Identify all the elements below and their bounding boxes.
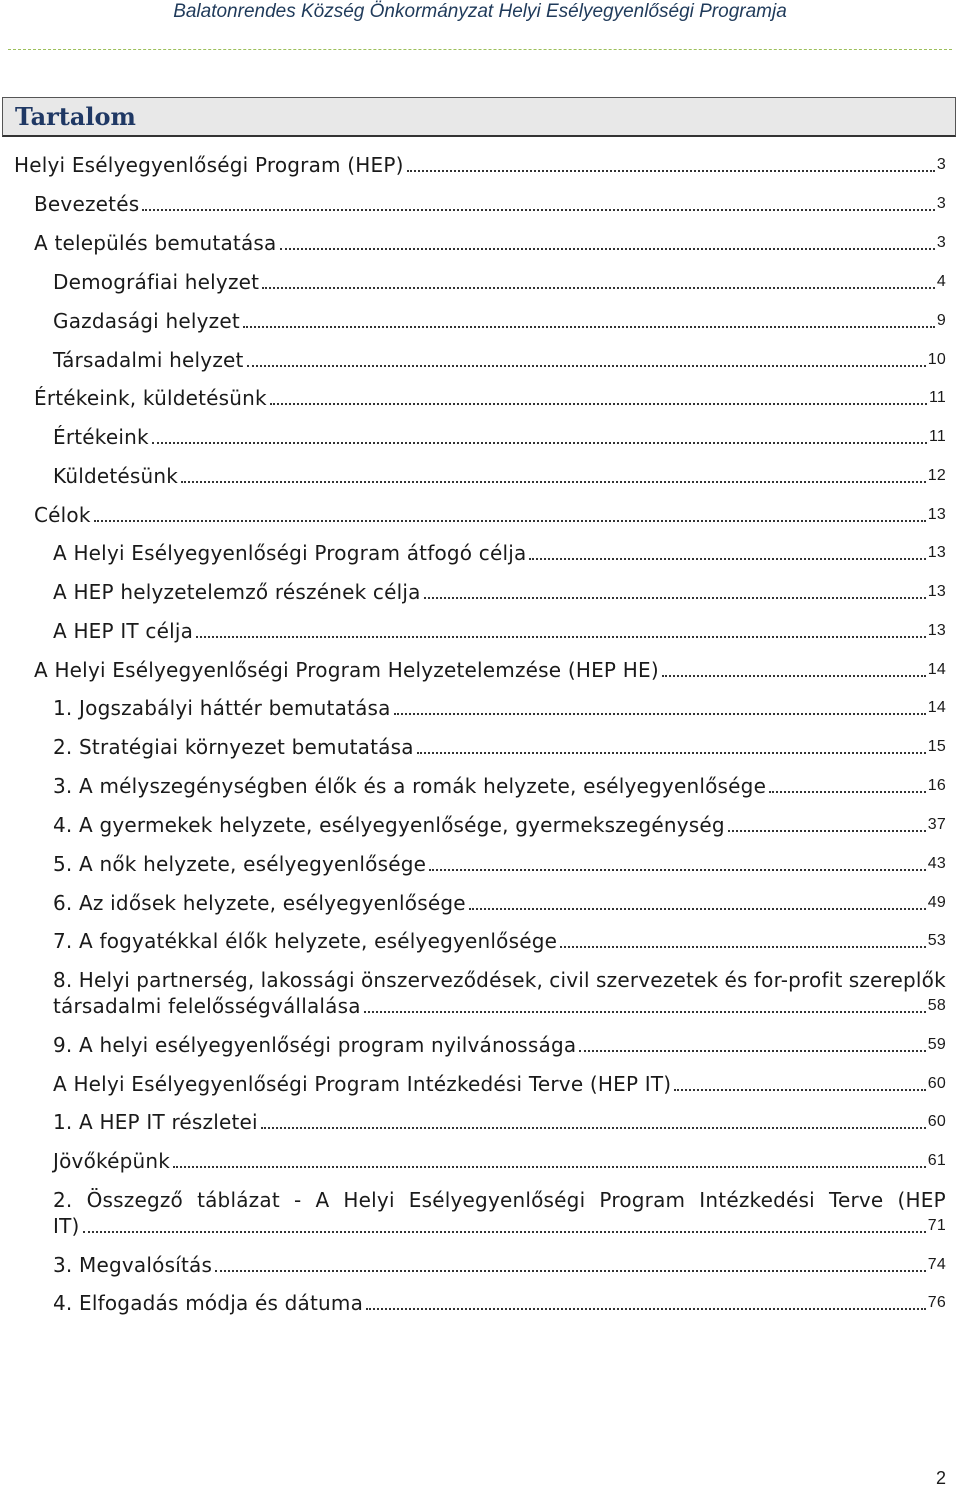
toc-entry-label: Célok bbox=[34, 503, 91, 527]
toc-entry-page: 59 bbox=[927, 1036, 946, 1053]
toc-leader-dots bbox=[243, 326, 935, 328]
toc-entry[interactable] bbox=[0, 967, 960, 1021]
toc-entry-page: 11 bbox=[928, 428, 946, 445]
toc-entry[interactable] bbox=[0, 152, 960, 178]
toc-entry[interactable] bbox=[0, 890, 960, 916]
toc-entry-label: 1. Jogszabályi háttér bemutatása bbox=[53, 696, 391, 720]
toc-entry-label-line2: IT) bbox=[53, 1214, 80, 1238]
toc-leader-dots bbox=[152, 442, 927, 444]
toc-entry-page: 49 bbox=[927, 894, 946, 911]
toc-entry-page: 13 bbox=[927, 622, 946, 639]
toc-entry-label: A Helyi Esélyegyenlőségi Program átfogó célja bbox=[53, 541, 527, 565]
toc-entry-label: 1. A HEP IT részletei bbox=[53, 1110, 258, 1134]
toc-entry-label: 4. A gyermekek helyzete, esélyegyenlősége, gyermekszegénység bbox=[53, 813, 725, 837]
toc-entry[interactable] bbox=[0, 928, 960, 954]
toc-leader-dots bbox=[579, 1050, 925, 1052]
toc-leader-dots bbox=[196, 636, 926, 638]
toc-entry-page: 12 bbox=[927, 467, 946, 484]
toc-entry[interactable] bbox=[0, 191, 960, 217]
toc-entry-label: 5. A nők helyzete, esélyegyenlősége bbox=[53, 852, 427, 876]
toc-entry[interactable] bbox=[0, 851, 960, 877]
toc-entry-label: 9. A helyi esélyegyenlőségi program nyilvánossága bbox=[53, 1033, 577, 1057]
toc-entry-page: 13 bbox=[927, 544, 946, 561]
toc-leader-dots bbox=[215, 1270, 926, 1272]
toc-entry-page: 16 bbox=[927, 777, 946, 794]
toc-entry[interactable] bbox=[0, 1252, 960, 1278]
toc-leader-dots bbox=[181, 481, 926, 483]
toc-entry[interactable] bbox=[0, 695, 960, 721]
toc-entry[interactable] bbox=[0, 1290, 960, 1316]
toc-leader-dots bbox=[262, 287, 935, 289]
toc-entry-label: A Helyi Esélyegyenlőségi Program Intézkedési Terve (HEP IT) bbox=[53, 1072, 672, 1096]
toc-leader-dots bbox=[247, 365, 926, 367]
toc-entry-label: 3. A mélyszegénységben élők és a romák helyzete, esélyegyenlősége bbox=[53, 774, 767, 798]
toc-leader-dots bbox=[529, 558, 925, 560]
toc-entry-page: 60 bbox=[927, 1075, 946, 1092]
toc-entry-label: A település bemutatása bbox=[34, 231, 277, 255]
toc-leader-dots bbox=[142, 209, 935, 211]
toc-entry[interactable] bbox=[0, 1032, 960, 1058]
toc-entry[interactable] bbox=[0, 424, 960, 450]
toc-leader-dots bbox=[261, 1127, 926, 1129]
toc-leader-dots bbox=[407, 170, 935, 172]
toc-entry-page: 61 bbox=[927, 1152, 946, 1169]
toc-entry-label: Értékeink bbox=[53, 425, 149, 449]
toc-entry-page: 76 bbox=[927, 1294, 946, 1311]
toc-entry[interactable] bbox=[0, 308, 960, 334]
running-header: Balatonrendes Község Önkormányzat Helyi Esélyegyenlőségi Programja bbox=[173, 1, 787, 22]
toc-entry[interactable] bbox=[0, 734, 960, 760]
toc-entry-page: 3 bbox=[936, 195, 946, 212]
toc-leader-dots bbox=[417, 752, 926, 754]
toc-leader-dots bbox=[560, 946, 926, 948]
toc-entry-label: Demográfiai helyzet bbox=[53, 270, 260, 294]
toc-heading-box bbox=[2, 97, 956, 137]
toc-entry-label-line1: 8. Helyi partnerség, lakossági önszerveződések, civil szervezetek és for-profit szereplők bbox=[53, 968, 946, 992]
toc-entry-label-line2: társadalmi felelősségvállalása bbox=[53, 994, 361, 1018]
toc-leader-dots bbox=[394, 713, 926, 715]
toc-leader-dots bbox=[280, 248, 935, 250]
toc-entry-page: 11 bbox=[928, 389, 946, 406]
toc-entry-page: 43 bbox=[927, 855, 946, 872]
toc-entry[interactable] bbox=[0, 579, 960, 605]
toc-entry[interactable] bbox=[0, 347, 960, 373]
toc-entry-page: 9 bbox=[936, 312, 946, 329]
toc-entry-page: 58 bbox=[927, 997, 946, 1014]
toc-entry-page: 74 bbox=[927, 1256, 946, 1273]
toc-entry[interactable] bbox=[0, 385, 960, 411]
toc-leader-dots bbox=[173, 1166, 926, 1168]
page-number: 2 bbox=[935, 1468, 946, 1488]
toc-leader-dots bbox=[270, 403, 927, 405]
toc-entry-page: 13 bbox=[927, 583, 946, 600]
toc-entry-label: A Helyi Esélyegyenlőségi Program Helyzetelemzése (HEP HE) bbox=[34, 658, 659, 682]
toc-entry[interactable] bbox=[0, 1148, 960, 1174]
toc-entry-label: Gazdasági helyzet bbox=[53, 309, 240, 333]
toc-entry-page: 14 bbox=[927, 699, 946, 716]
toc-entry-label: 6. Az idősek helyzete, esélyegyenlősége bbox=[53, 891, 466, 915]
toc-entry[interactable] bbox=[0, 1187, 960, 1241]
toc-leader-dots bbox=[366, 1308, 926, 1310]
toc-entry[interactable] bbox=[0, 773, 960, 799]
toc-entry[interactable] bbox=[0, 502, 960, 528]
toc-entry-label: Értékeink, küldetésünk bbox=[34, 386, 267, 410]
toc-entry[interactable] bbox=[0, 1071, 960, 1097]
toc-entry[interactable] bbox=[0, 1109, 960, 1135]
toc-leader-dots bbox=[662, 675, 926, 677]
toc-leader-dots bbox=[364, 1011, 926, 1013]
toc-entry-page: 3 bbox=[936, 234, 946, 251]
toc-entry-label: Társadalmi helyzet bbox=[53, 348, 244, 372]
toc-entry[interactable] bbox=[0, 269, 960, 295]
toc-entry[interactable] bbox=[0, 618, 960, 644]
toc-entry-label: 3. Megvalósítás bbox=[53, 1253, 213, 1277]
toc-entry-label-line1: 2. Összegző táblázat - A Helyi Esélyegyenlőségi Program Intézkedési Terve (HEP bbox=[53, 1188, 946, 1212]
toc-heading: Tartalom bbox=[15, 102, 136, 131]
toc-leader-dots bbox=[424, 597, 926, 599]
toc-leader-dots bbox=[674, 1089, 925, 1091]
toc-leader-dots bbox=[728, 830, 926, 832]
toc-entry-label: Jövőképünk bbox=[53, 1149, 171, 1173]
toc-leader-dots bbox=[83, 1231, 926, 1233]
toc-entry-label: A HEP IT célja bbox=[53, 619, 194, 643]
toc-leader-dots bbox=[94, 520, 926, 522]
toc-leader-dots bbox=[469, 908, 926, 910]
toc-entry-page: 71 bbox=[927, 1217, 946, 1234]
toc-entry-label: Küldetésünk bbox=[53, 464, 179, 488]
toc-entry-page: 10 bbox=[927, 351, 946, 368]
toc-entry-label: Helyi Esélyegyenlőségi Program (HEP) bbox=[14, 153, 404, 177]
toc-entry-page: 60 bbox=[927, 1113, 946, 1130]
toc-leader-dots bbox=[769, 791, 926, 793]
toc-entry-page: 4 bbox=[936, 273, 946, 290]
toc-entry-page: 13 bbox=[927, 506, 946, 523]
toc-entry-label: 4. Elfogadás módja és dátuma bbox=[53, 1291, 364, 1315]
toc-entry-page: 53 bbox=[927, 932, 946, 949]
toc-entry-label: Bevezetés bbox=[34, 192, 140, 216]
header-divider bbox=[8, 49, 952, 50]
toc-entry-page: 14 bbox=[927, 661, 946, 678]
toc-entry-page: 37 bbox=[927, 816, 946, 833]
toc-entry-page: 15 bbox=[927, 738, 946, 755]
toc-entry[interactable] bbox=[0, 463, 960, 489]
toc-entry[interactable] bbox=[0, 657, 960, 683]
toc-entry-label: 7. A fogyatékkal élők helyzete, esélyegyenlősége bbox=[53, 929, 558, 953]
toc-entry[interactable] bbox=[0, 230, 960, 256]
toc-leader-dots bbox=[429, 869, 926, 871]
toc-entry[interactable] bbox=[0, 540, 960, 566]
toc-entry-label: 2. Stratégiai környezet bemutatása bbox=[53, 735, 414, 759]
toc-entry[interactable] bbox=[0, 812, 960, 838]
toc-entry-page: 3 bbox=[936, 156, 946, 173]
toc-entry-label: A HEP helyzetelemző részének célja bbox=[53, 580, 421, 604]
